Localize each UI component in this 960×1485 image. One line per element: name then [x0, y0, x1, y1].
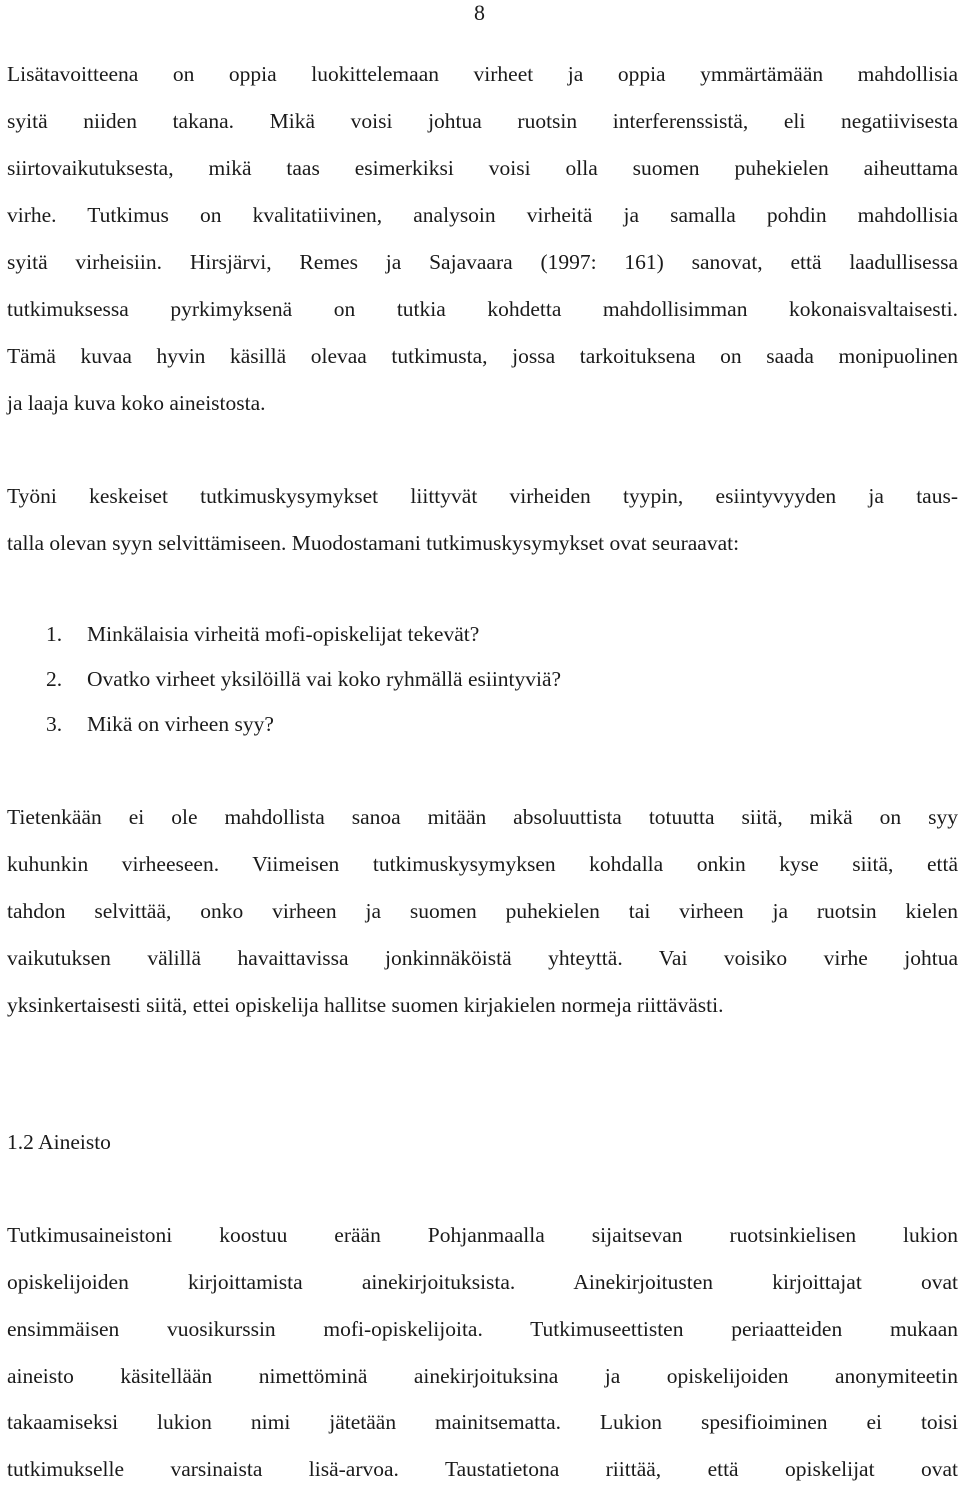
text-line: opiskelijoiden kirjoittamista ainekirjoituksista. Ainekirjoitusten kirjoittajat ovat: [7, 1270, 958, 1294]
section-heading: 1.2 Aineisto: [7, 1130, 111, 1154]
list-item-text: Ovatko virheet yksilöillä vai koko ryhmällä esiintyviä?: [87, 667, 562, 691]
list-item-number: 1.: [46, 622, 63, 646]
text-line: ja laaja kuva koko aineistosta.: [7, 391, 266, 415]
text-line: syitä niiden takana. Mikä voisi johtua ruotsin interferenssistä, eli negatiivisesta: [7, 109, 958, 133]
text-line: tutkimuksessa pyrkimyksenä on tutkia kohdetta mahdollisimman kokonaisvaltaisesti.: [7, 297, 958, 321]
text-line: talla olevan syyn selvittämiseen. Muodostamani tutkimuskysymykset ovat seuraavat:: [7, 531, 740, 555]
list-item-text: Mikä on virheen syy?: [87, 712, 274, 736]
list-item-text: Minkälaisia virheitä mofi-opiskelijat tekevät?: [87, 622, 480, 646]
list-item-number: 2.: [46, 667, 63, 691]
text-line: Tämä kuvaa hyvin käsillä olevaa tutkimusta, jossa tarkoituksena on saada monipuolinen: [7, 344, 958, 368]
text-line: Työni keskeiset tutkimuskysymykset liittyvät virheiden tyypin, esiintyvyyden ja taus-: [7, 484, 958, 508]
text-line: ensimmäisen vuosikurssin mofi-opiskelijoita. Tutkimuseettisten periaatteiden mukaan: [7, 1317, 958, 1341]
text-line: yksinkertaisesti siitä, ettei opiskelija hallitse suomen kirjakielen normeja riittävästi.: [7, 993, 724, 1017]
text-line: aineisto käsitellään nimettöminä ainekirjoituksina ja opiskelijoiden anonymiteetin: [7, 1364, 958, 1388]
text-line: virhe. Tutkimus on kvalitatiivinen, analysoin virheitä ja samalla pohdin mahdollisia: [7, 203, 958, 227]
page-number: 8: [474, 0, 485, 25]
list-item-number: 3.: [46, 712, 63, 736]
text-line: vaikutuksen välillä havaittavissa jonkinnäköistä yhteyttä. Vai voisiko virhe johtua: [7, 946, 958, 970]
text-line: tutkimukselle varsinaista lisä-arvoa. Taustatietona riittää, että opiskelijat ovat: [7, 1457, 958, 1481]
list-item: [46, 620, 479, 648]
text-line: tahdon selvittää, onko virheen ja suomen puhekielen tai virheen ja ruotsin kielen: [7, 899, 958, 923]
text-line: kuhunkin virheeseen. Viimeisen tutkimuskysymyksen kohdalla onkin kyse siitä, että: [7, 852, 958, 876]
text-line: syitä virheisiin. Hirsjärvi, Remes ja Sajavaara (1997: 161) sanovat, että laadullisessa: [7, 250, 958, 274]
text-line: takaamiseksi lukion nimi jätetään mainitsematta. Lukion spesifioiminen ei toisi: [7, 1410, 958, 1434]
list-item: [46, 665, 561, 693]
list-item: [46, 710, 274, 738]
text-line: siirtovaikutuksesta, mikä taas esimerkiksi voisi olla suomen puhekielen aiheuttama: [7, 156, 958, 180]
text-line: Tietenkään ei ole mahdollista sanoa mitään absoluuttista totuutta siitä, mikä on syy: [7, 805, 958, 829]
text-line: Lisätavoitteena on oppia luokittelemaan virheet ja oppia ymmärtämään mahdollisia: [7, 62, 958, 86]
text-line: Tutkimusaineistoni koostuu erään Pohjanmaalla sijaitsevan ruotsinkielisen lukion: [7, 1223, 958, 1247]
